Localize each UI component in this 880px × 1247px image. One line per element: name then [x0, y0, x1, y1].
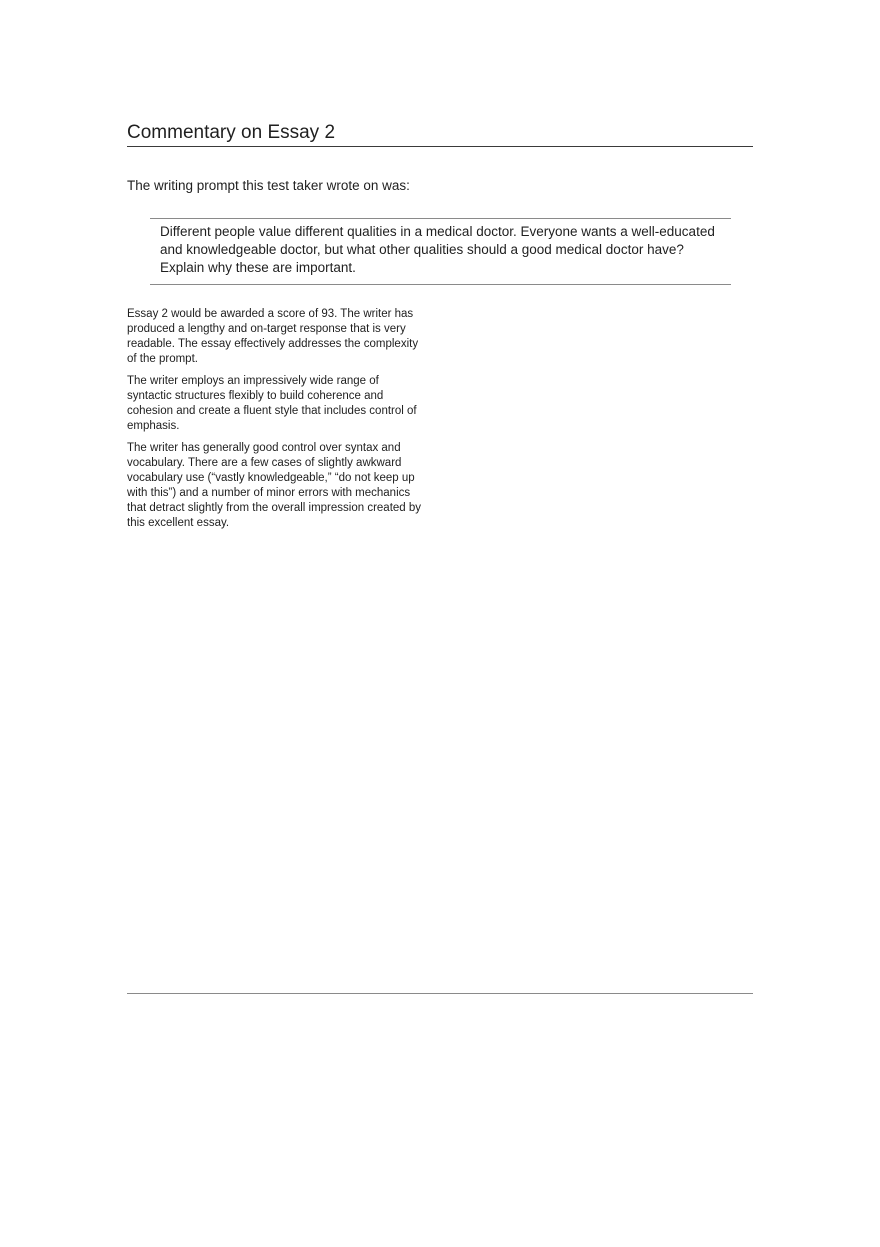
prompt-box	[150, 218, 731, 285]
commentary-paragraph-control: The writer has generally good control over syntax and vocabulary. There are a few cases of slightly awkward vocabulary use (“vastly knowledgeable,” “do not keep up with this”) and a number of minor errors with mechanics that detract slightly from the overall impression created by this excellent essay.	[127, 442, 422, 529]
commentary-column	[127, 307, 423, 538]
prompt-intro: The writing prompt this test taker wrote on was:	[127, 178, 410, 193]
footer-divider	[127, 993, 753, 994]
commentary-paragraph-syntax: The writer employs an impressively wide range of syntactic structures flexibly to build coherence and cohesion and create a fluent style that includes control of emphasis.	[127, 375, 417, 432]
page-title: Commentary on Essay 2	[127, 121, 753, 147]
prompt-text: Different people value different qualities in a medical doctor. Everyone wants a well-educated and knowledgeable doctor, but what other qualities should a good medical doctor have? Explain why these are important.	[160, 224, 715, 275]
commentary-paragraph-score: Essay 2 would be awarded a score of 93. The writer has produced a lengthy and on-target response that is very readable. The essay effectively addresses the complexity of the prompt.	[127, 308, 419, 365]
